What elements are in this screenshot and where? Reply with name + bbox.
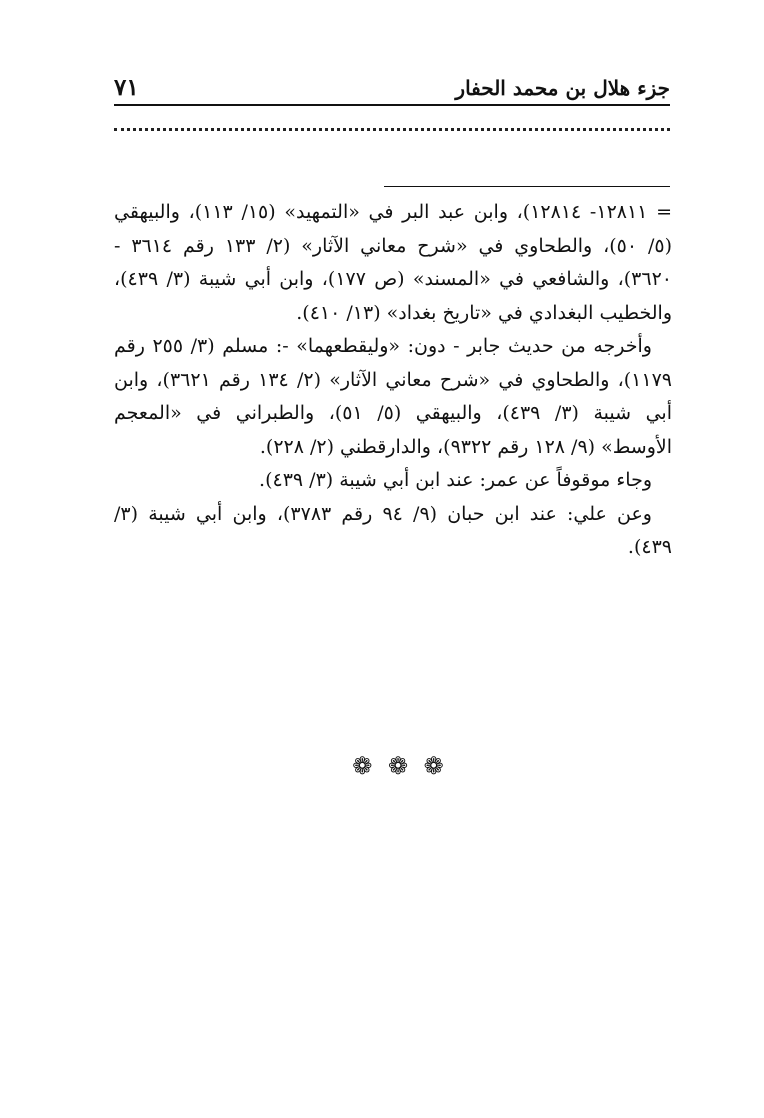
footnote-rule bbox=[384, 186, 670, 187]
footnote-paragraph: = ١٢٨١١- ١٢٨١٤)، وابن عبد البر في «التمهيد» (١٥/ ١١٣)، والبيهقي (٥/ ٥٠)، والطحاوي في «شرح معاني الآثار» (٢/ ١٣٣ رقم ٣٦١٤ - ٣٦٢٠)، والشافعي في «المسند» (ص ١٧٧)، وابن أبي شيبة (٣/ ٤٣٩)، والخطيب البغدادي في «تاريخ بغداد» (١٣/ ٤١٠). bbox=[114, 201, 672, 324]
footnote-paragraph: وأخرجه من حديث جابر - دون: «وليقطعهما» -: مسلم (٣/ ٢٥٥ رقم ١١٧٩)، والطحاوي في «شرح معاني الآثار» (٢/ ١٣٤ رقم ٣٦٢١)، وابن أبي شيبة (٣/ ٤٣٩)، والبيهقي (٥/ ٥١)، والطبراني في «المعجم الأوسط» (٩/ ١٢٨ رقم ٩٣٢٢)، والدارقطني (٢/ ٢٢٨). bbox=[114, 335, 672, 458]
footnote-paragraph: وجاء موقوفاً عن عمر: عند ابن أبي شيبة (٣/ ٤٣٩). bbox=[259, 469, 652, 491]
footnote-paragraph: وعن علي: عند ابن حبان (٩/ ٩٤ رقم ٣٧٨٣)، وابن أبي شيبة (٣/ ٤٣٩). bbox=[114, 502, 672, 558]
section-end-ornament: ❁ ❁ ❁ bbox=[352, 752, 448, 780]
page-number: ٧١ bbox=[114, 74, 139, 101]
header-title: جزء هلال بن محمد الحفار bbox=[455, 76, 670, 100]
dotted-separator bbox=[114, 128, 670, 131]
running-header bbox=[114, 66, 670, 106]
footnotes-block bbox=[114, 196, 672, 565]
